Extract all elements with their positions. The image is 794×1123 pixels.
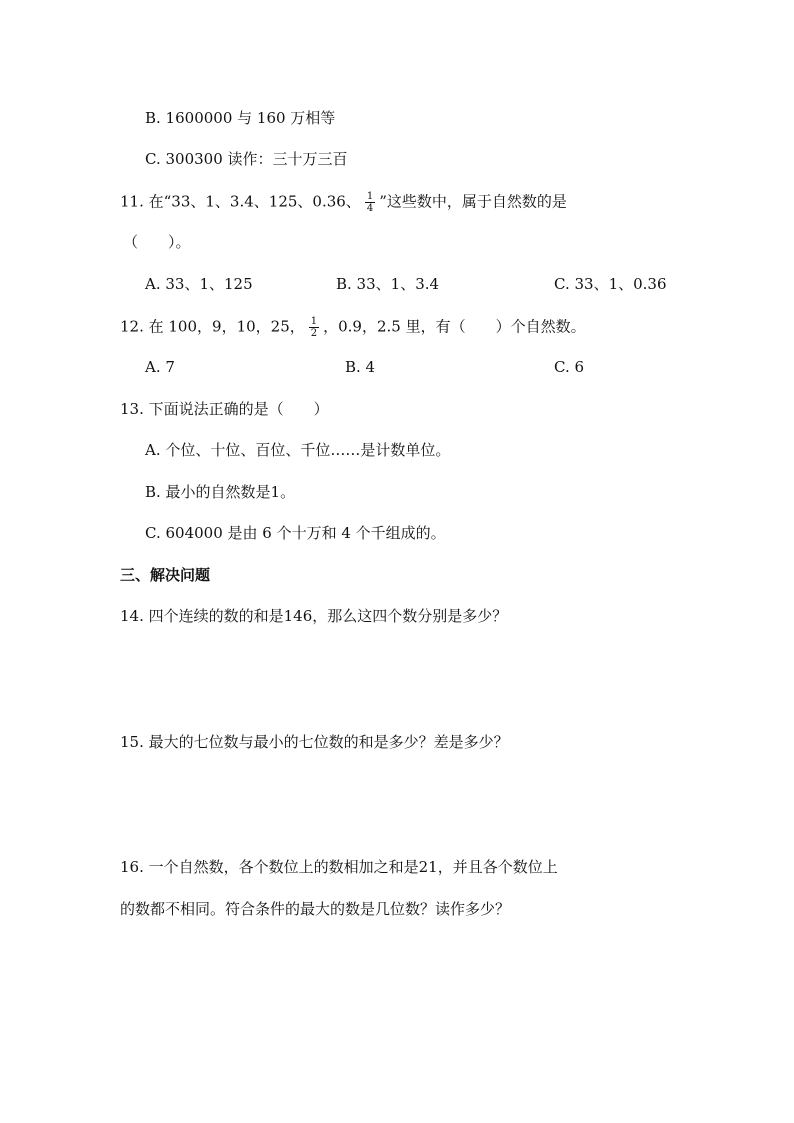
q12-stem	[120, 316, 586, 339]
q12-fraction-denominator: 2	[310, 328, 318, 339]
q12-stem-after: ，0.9，2.5 里，有（ ）个自然数。	[323, 317, 586, 336]
q11-option-b: B. 33、1、3.4	[336, 275, 440, 293]
q13-option-c: C. 604000 是由 6 个十万和 4 个千组成的。	[145, 524, 446, 542]
q10-option-b: B. 1600000 与 160 万相等	[145, 109, 336, 127]
q12-fraction-numerator: 1	[310, 316, 318, 327]
q12-option-b: B. 4	[345, 358, 376, 376]
q10-option-c: C. 300300 读作：三十万三百	[145, 150, 348, 168]
q13-option-a: A. 个位、十位、百位、千位……是计数单位。	[145, 441, 451, 459]
q11-option-c: C. 33、1、0.36	[554, 275, 667, 293]
q11-stem-before: 11. 在“33、1、3.4、125、0.36、	[120, 192, 361, 211]
q12-stem-before: 12. 在 100，9，10，25，	[120, 317, 305, 336]
q11-fraction-denominator: 4	[366, 203, 374, 214]
q13-option-b: B. 最小的自然数是1。	[145, 483, 296, 501]
q15-stem: 15. 最大的七位数与最小的七位数的和是多少？差是多少？	[120, 733, 509, 751]
q12-fraction	[309, 316, 319, 339]
q11-fraction	[365, 191, 375, 214]
q11-fraction-numerator: 1	[366, 191, 374, 202]
q11-stem-after: ”这些数中，属于自然数的是	[379, 192, 567, 211]
q16-stem-line1: 16. 一个自然数，各个数位上的数相加之和是21，并且各个数位上	[120, 858, 558, 876]
q12-option-a: A. 7	[145, 358, 175, 376]
q16-stem-line2: 的数都不相同。符合条件的最大的数是几位数？读作多少？	[120, 900, 511, 918]
q11-option-a: A. 33、1、125	[145, 275, 253, 293]
q11-stem-continuation: （ ）。	[123, 233, 191, 251]
section-title: 三、解决问题	[120, 566, 211, 584]
q12-option-c: C. 6	[554, 358, 585, 376]
q13-stem: 13. 下面说法正确的是（ ）	[120, 400, 329, 418]
q14-stem: 14. 四个连续的数的和是146，那么这四个数分别是多少？	[120, 607, 508, 625]
q11-stem	[120, 191, 567, 214]
